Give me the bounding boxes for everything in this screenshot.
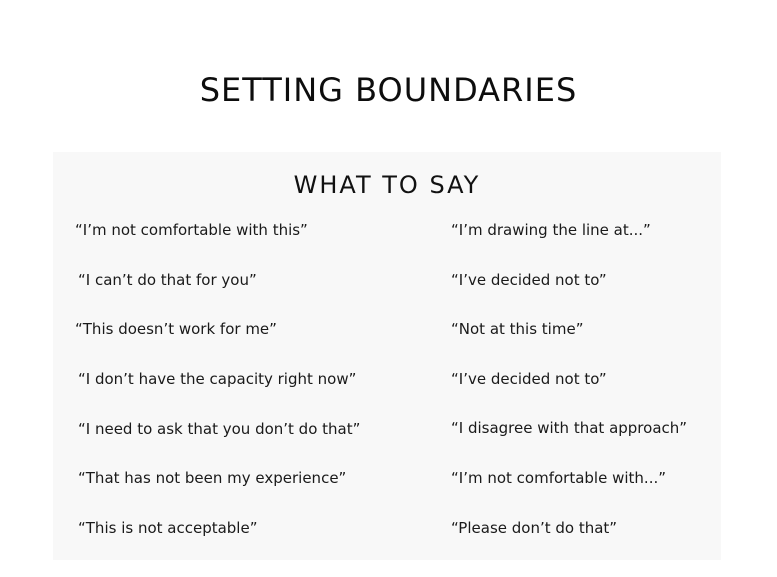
left-phrase-5: “I need to ask that you don’t do that” xyxy=(78,420,361,438)
right-phrase-1: “I’m drawing the line at...” xyxy=(451,221,651,239)
left-phrase-2: “I can’t do that for you” xyxy=(78,271,257,289)
what-to-say-panel xyxy=(53,152,721,560)
left-phrase-6: “That has not been my experience” xyxy=(78,469,347,487)
right-phrase-5: “I disagree with that approach” xyxy=(451,419,688,437)
right-phrase-3: “Not at this time” xyxy=(451,320,584,338)
page-title: SETTING BOUNDARIES xyxy=(199,71,578,109)
left-phrase-7: “This is not acceptable” xyxy=(78,519,258,537)
right-phrase-6: “I’m not comfortable with...” xyxy=(451,469,666,487)
left-phrase-3: “This doesn’t work for me” xyxy=(75,320,277,338)
right-phrase-4: “I’ve decided not to” xyxy=(451,370,607,388)
right-phrase-7: “Please don’t do that” xyxy=(451,519,618,537)
left-phrase-1: “I’m not comfortable with this” xyxy=(75,221,308,239)
left-phrase-4: “I don’t have the capacity right now” xyxy=(78,370,357,388)
panel-heading: WHAT TO SAY xyxy=(293,171,481,199)
right-phrase-2: “I’ve decided not to” xyxy=(451,271,607,289)
